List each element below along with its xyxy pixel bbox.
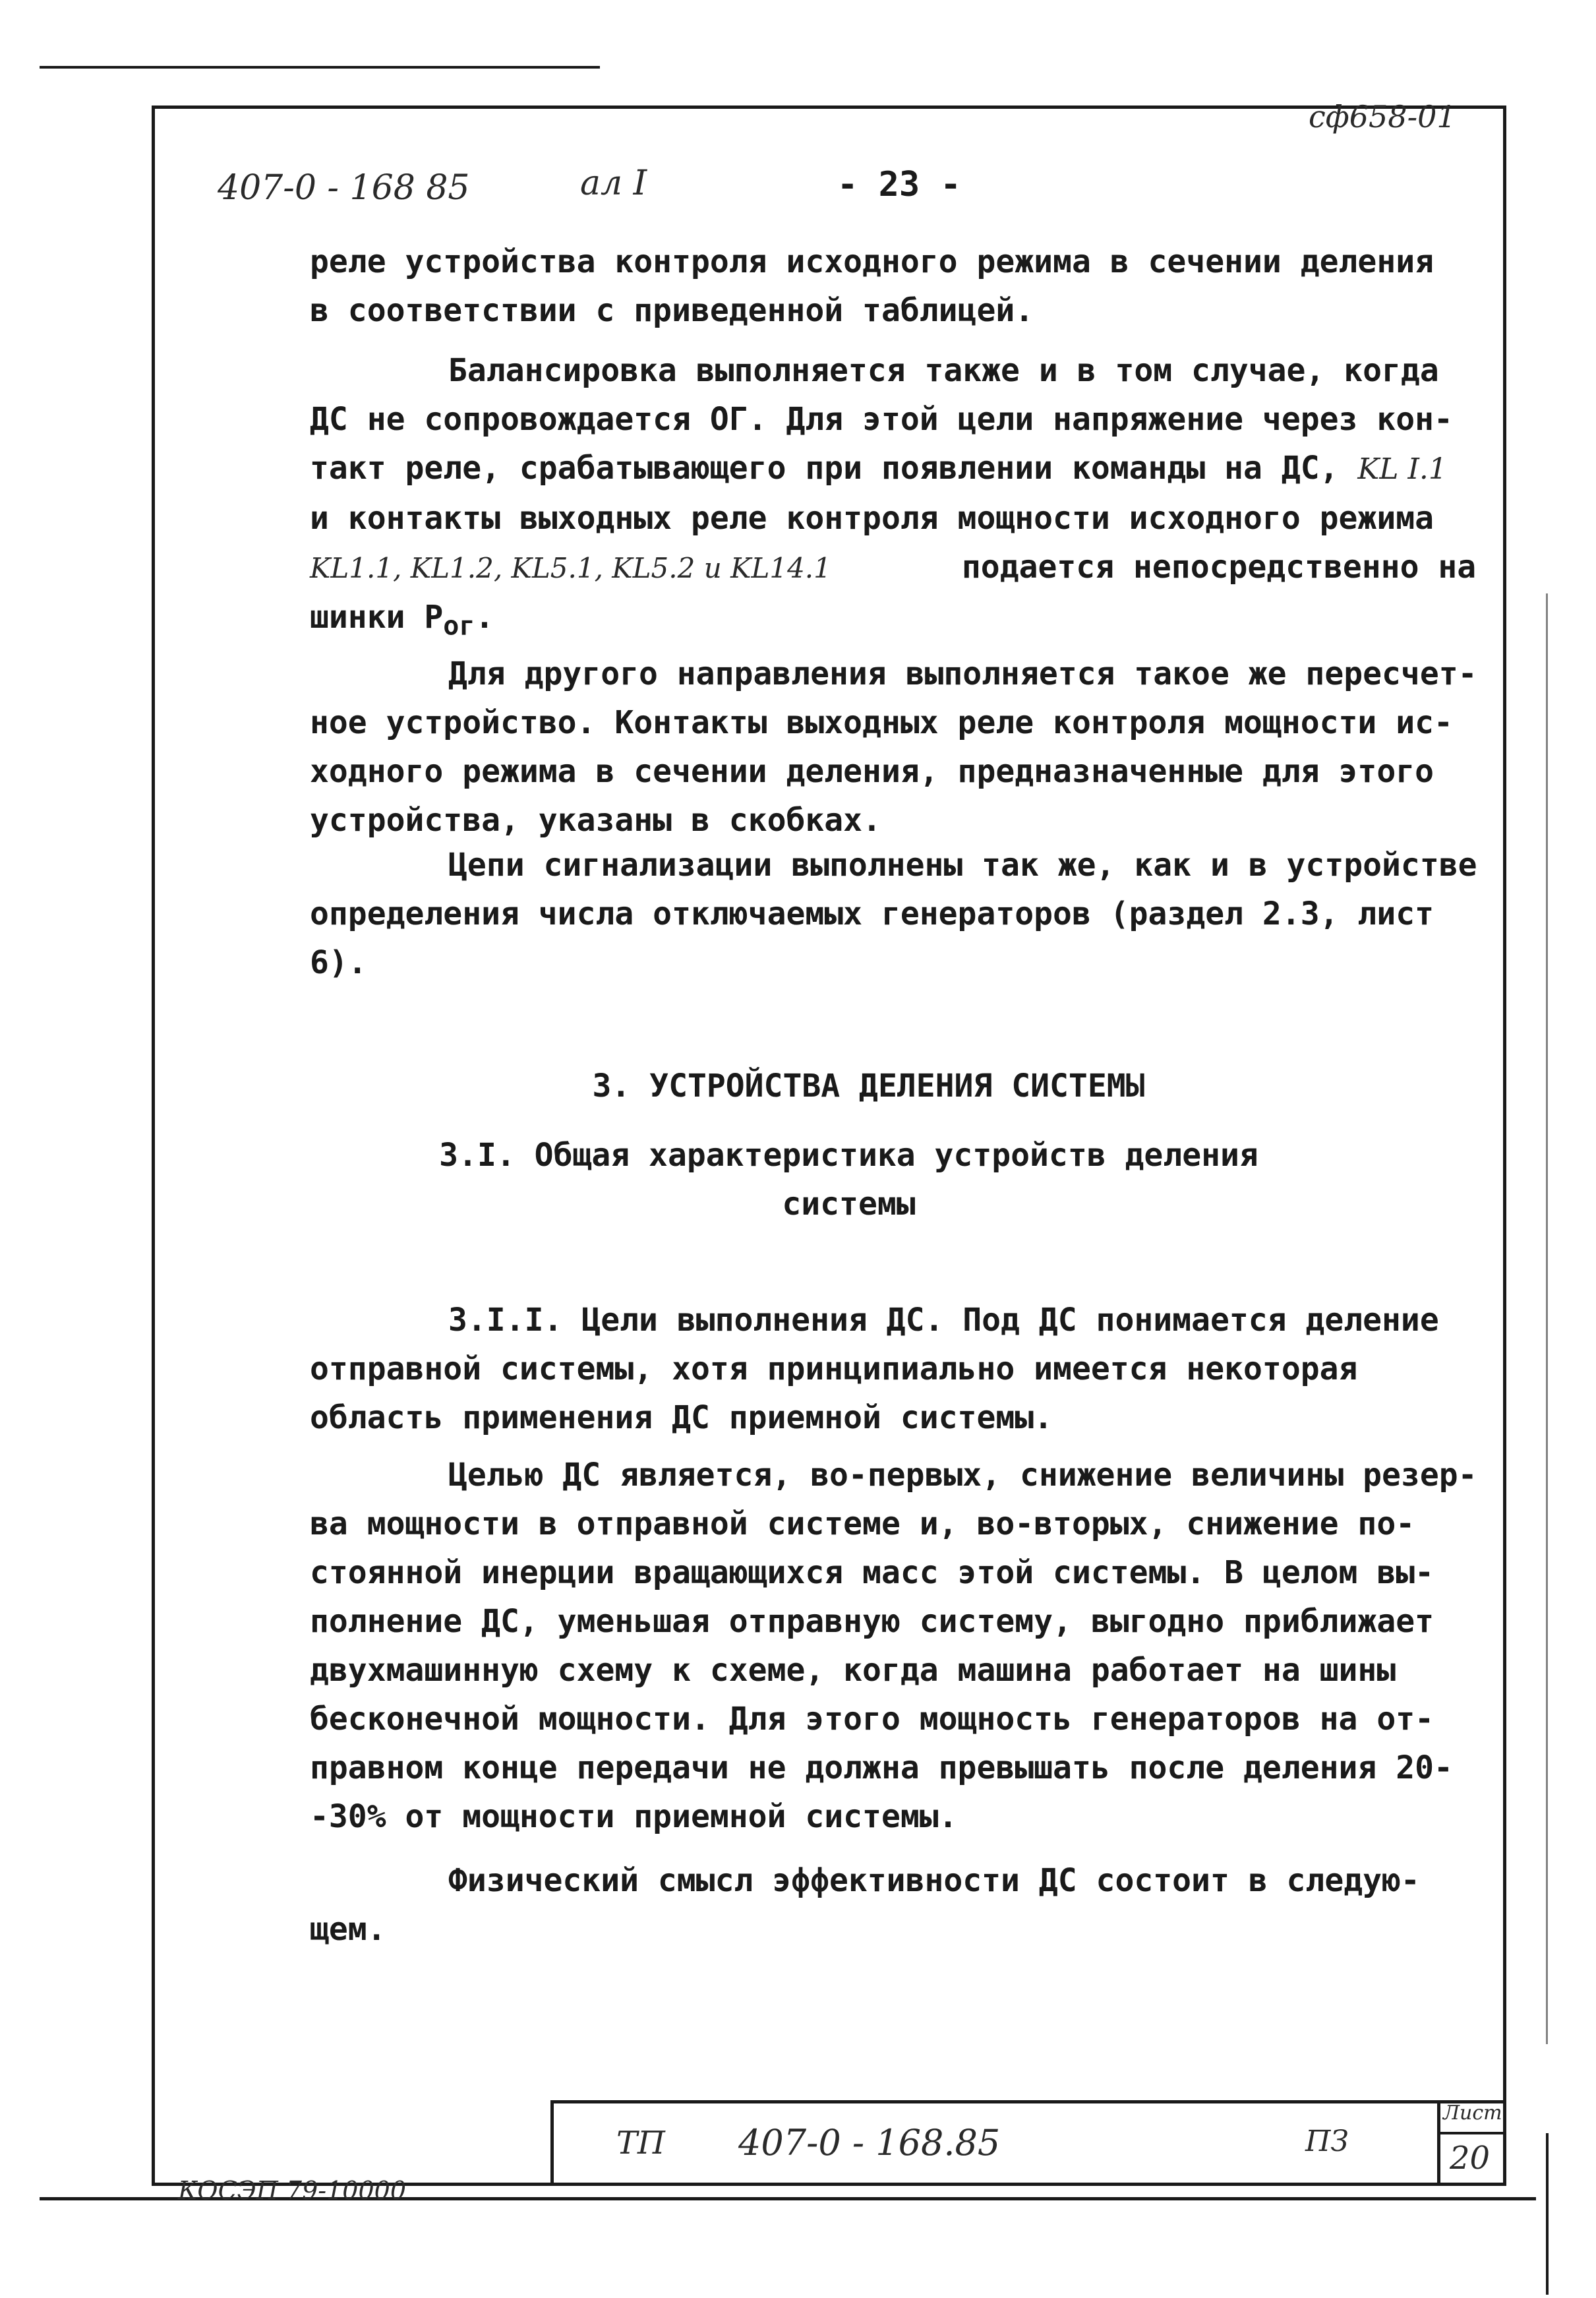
paragraph-2-line-5: [310, 543, 1483, 593]
handwritten-relay-list: KL1.1, KL1.2, KL5.1, KL5.2 и KL14.1: [310, 552, 831, 584]
paragraph-2-line-6: [310, 593, 1483, 651]
sheet-box: [1437, 2100, 1506, 2186]
paragraph-2-line-3-text: такт реле, срабатывающего при появлении команды на ДС,: [310, 450, 1339, 487]
sheet-number: 20: [1450, 2140, 1491, 2177]
bus-subscript: ог: [443, 611, 475, 642]
section-title: 3. УСТРОЙСТВА ДЕЛЕНИЯ СИСТЕМЫ: [592, 1068, 1145, 1104]
title-block: [550, 2100, 1506, 2186]
right-margin-mark: [1546, 2133, 1549, 2295]
stamp-pz: ПЗ: [1305, 2125, 1349, 2158]
page-number: - 23 -: [837, 165, 961, 204]
paragraph-5: 3.I.I. Цели выполнения ДС. Под ДС понимается деление отправной системы, хотя принципиально имеется некоторая область применения ДС приемной системы.: [310, 1302, 1439, 1436]
paragraph-7: Физический смысл эффективности ДС состоит в следую- щем.: [310, 1862, 1420, 1948]
album-label: ал I: [580, 164, 647, 203]
paragraph-2-line-2: ДС не сопровождается ОГ. Для этой цели напряжение через кон-: [310, 401, 1453, 438]
paragraph-6: Целью ДС является, во-первых, снижение величины резер- ва мощности в отправной системе и, во-вторых, снижение по- стоянной инерции вращающихся масс этой системы. В целом вы- полнение ДС, уменьшая отправную систему, выгодно приближает двухмашинную схему к схеме, когда машина работает на шины бесконечной мощности. Для этого мощность генераторов на от- правном конце передачи не должна превышать после деления 20- -30% от мощности приемной системы.: [310, 1457, 1477, 1835]
subsection-title: 3.I. Общая характеристика устройств деления системы: [439, 1137, 1258, 1223]
paragraph-2-line-4: и контакты выходных реле контроля мощности исходного режима: [310, 500, 1434, 537]
paragraph-2-line-3: [310, 444, 1483, 494]
bus-period: .: [475, 599, 494, 636]
top-rule: [40, 66, 600, 69]
document-code-right: сф658-01: [1309, 99, 1456, 135]
paragraph-2: [310, 346, 1483, 651]
footer-code: КОСЭП 79-10000: [178, 2176, 407, 2205]
stamp-document-number: 407-0 - 168.85: [738, 2122, 1001, 2163]
paragraph-2-line-5-tail: подается непосредственно на: [961, 549, 1477, 586]
document-number: 407-0 - 168 85: [218, 168, 470, 208]
stamp-tp: ТП: [616, 2125, 665, 2162]
bus-label: шинки P: [310, 599, 444, 636]
paragraph-3: Для другого направления выполняется такое же пересчет- ное устройство. Контакты выходных реле контроля мощности ис- ходного режима в сечении деления, предназначенные для этого устройства, указаны в скобках.: [310, 655, 1477, 839]
right-margin-line: [1546, 593, 1548, 2044]
paragraph-2-line-1: Балансировка выполняется также и в том случае, когда: [448, 352, 1439, 389]
sheet-label: Лист: [1443, 2101, 1502, 2125]
sheet-box-divider: [1440, 2132, 1506, 2134]
handwritten-relay-kl: KL I.1: [1357, 452, 1447, 486]
paragraph-1: реле устройства контроля исходного режима в сечении деления в соответствии с приведенной таблицей.: [310, 243, 1434, 329]
paragraph-4: Цепи сигнализации выполнены так же, как и в устройстве определения числа отключаемых генераторов (раздел 2.3, лист 6).: [310, 847, 1477, 981]
